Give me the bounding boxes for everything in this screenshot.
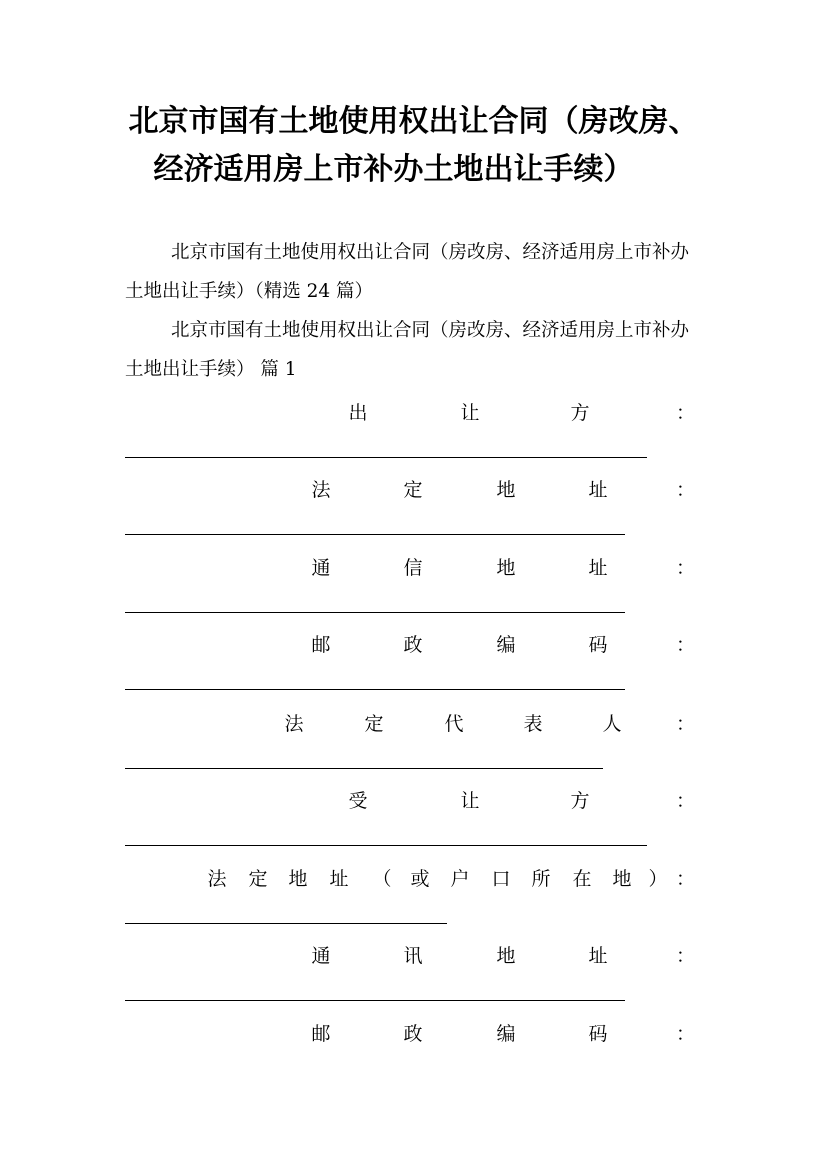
field-label-char: 址 bbox=[588, 557, 608, 579]
field-label-char: 邮 bbox=[311, 1023, 331, 1045]
field-label-char: 码 bbox=[588, 634, 608, 656]
field-label-char: 讯 bbox=[403, 945, 423, 967]
field-colon: ： bbox=[675, 945, 695, 967]
field-label-char: 信 bbox=[403, 557, 423, 579]
field-colon: ： bbox=[675, 557, 695, 579]
field-label-char: 人 bbox=[602, 713, 622, 735]
field-label-row bbox=[125, 398, 695, 428]
field-label-char: 出 bbox=[348, 402, 368, 424]
field-colon: ： bbox=[675, 790, 695, 812]
field-label-row bbox=[125, 553, 695, 583]
field-label-row bbox=[125, 709, 695, 739]
field-label-char: 定 bbox=[403, 479, 423, 501]
field-label-row bbox=[125, 630, 695, 660]
field-label-char: 通 bbox=[311, 945, 331, 967]
field-label-char: 编 bbox=[496, 634, 516, 656]
field-label-char: 在 bbox=[572, 868, 592, 890]
field-label-char: 地 bbox=[496, 557, 516, 579]
field-label-char: 法 bbox=[311, 479, 331, 501]
fill-in-blank-line bbox=[125, 457, 647, 458]
field-label-char: 法 bbox=[207, 868, 227, 890]
field-label-char: 通 bbox=[311, 557, 331, 579]
field-label-char: 让 bbox=[460, 790, 480, 812]
field-label-char: 定 bbox=[364, 713, 384, 735]
field-colon: ： bbox=[675, 868, 695, 890]
field-label-char: 或 bbox=[410, 868, 430, 890]
fill-in-blank-line bbox=[125, 1000, 625, 1001]
fill-in-blank-line bbox=[125, 768, 603, 769]
field-label-row bbox=[125, 1019, 695, 1049]
field-label-char: 地 bbox=[288, 868, 308, 890]
field-label-char: 表 bbox=[523, 713, 543, 735]
field-label-char: 政 bbox=[403, 1023, 423, 1045]
field-label-char: 代 bbox=[444, 713, 464, 735]
title-line-1: 北京市国有土地使用权出让合同（房改房、 bbox=[128, 104, 699, 139]
fill-in-blank-line bbox=[125, 612, 625, 613]
field-label-char: 口 bbox=[491, 868, 511, 890]
field-label-char: 方 bbox=[570, 402, 590, 424]
fill-in-blank-line bbox=[125, 534, 625, 535]
section-heading: 北京市国有土地使用权出让合同（房改房、经济适用房上市补办土地出让手续） 篇 1 bbox=[125, 320, 690, 380]
field-label-char: 地 bbox=[496, 479, 516, 501]
field-label-char: 法 bbox=[284, 713, 304, 735]
fill-in-blank-line bbox=[125, 923, 447, 924]
intro-paragraph: 北京市国有土地使用权出让合同（房改房、经济适用房上市补办土地出让手续）（精选 24 篇） bbox=[125, 242, 690, 302]
field-label-char: ） bbox=[648, 868, 668, 890]
field-colon: ： bbox=[675, 479, 695, 501]
fill-in-blank-line bbox=[125, 689, 625, 690]
field-colon: ： bbox=[675, 634, 695, 656]
field-label-char: 址 bbox=[329, 868, 349, 890]
field-label-char: 址 bbox=[588, 945, 608, 967]
field-label-char: 地 bbox=[496, 945, 516, 967]
field-label-row bbox=[125, 941, 695, 971]
field-label-char: 址 bbox=[588, 479, 608, 501]
field-colon: ： bbox=[675, 1023, 695, 1045]
field-label-char: 所 bbox=[531, 868, 551, 890]
fill-in-blank-line bbox=[125, 845, 647, 846]
document-title bbox=[0, 98, 827, 194]
field-label-char: 受 bbox=[348, 790, 368, 812]
field-label-char: 编 bbox=[496, 1023, 516, 1045]
field-label-char: 让 bbox=[460, 402, 480, 424]
field-label-row bbox=[125, 475, 695, 505]
field-label-char: （ bbox=[372, 868, 392, 890]
field-colon: ： bbox=[675, 713, 695, 735]
field-label-char: 政 bbox=[403, 634, 423, 656]
field-label-char: 码 bbox=[588, 1023, 608, 1045]
field-colon: ： bbox=[675, 402, 695, 424]
field-label-char: 地 bbox=[612, 868, 632, 890]
field-label-char: 方 bbox=[570, 790, 590, 812]
field-label-char: 户 bbox=[450, 868, 470, 890]
field-label-char: 定 bbox=[248, 868, 268, 890]
field-label-row bbox=[125, 864, 695, 894]
field-label-row bbox=[125, 786, 695, 816]
field-label-char: 邮 bbox=[311, 634, 331, 656]
title-line-2: 经济适用房上市补办土地出让手续） bbox=[153, 152, 634, 187]
